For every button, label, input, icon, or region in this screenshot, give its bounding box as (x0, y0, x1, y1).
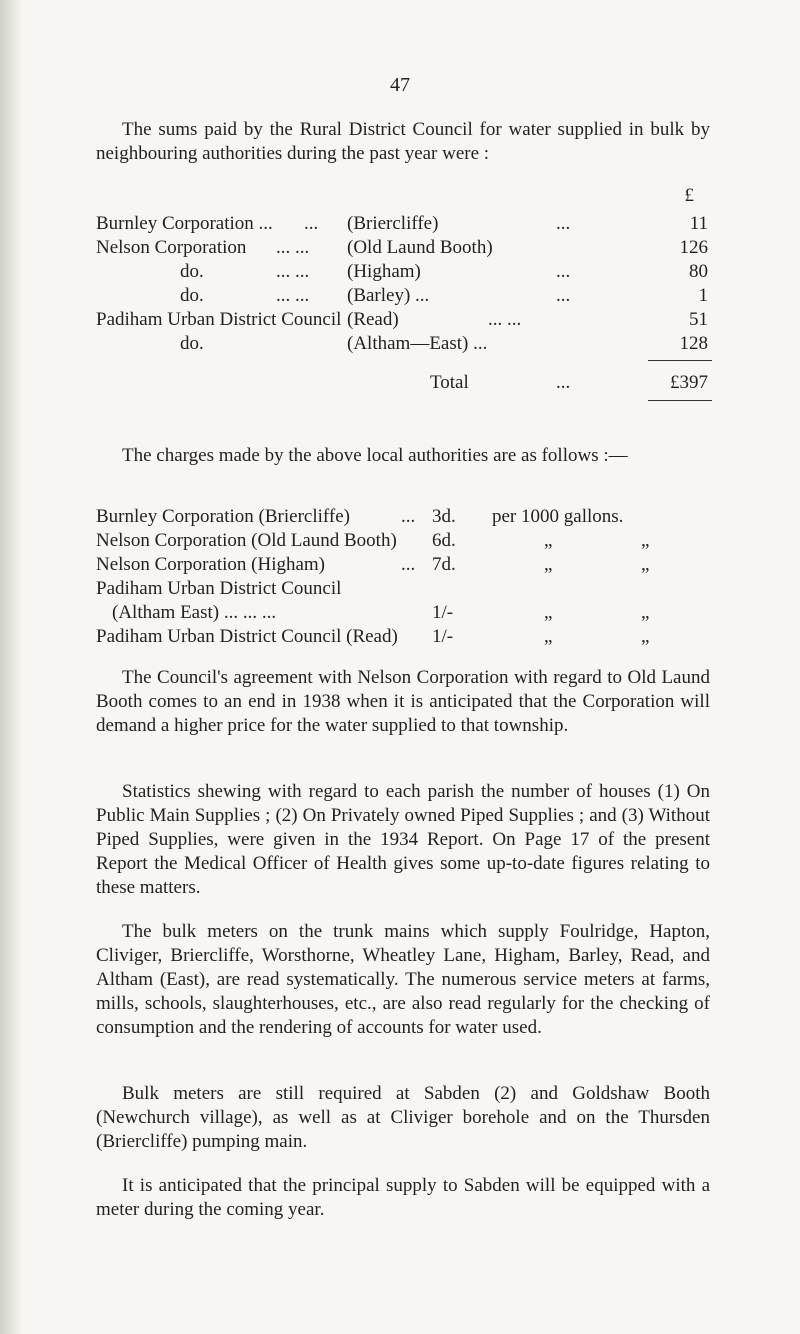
supply-place: (Barley) ... (347, 285, 430, 306)
supplier-name: Burnley Corporation ... (96, 213, 273, 234)
charge-rate: 1/- (432, 602, 454, 623)
meters-required-paragraph: Bulk meters are still required at Sabden (2) and Goldshaw Booth (Newchurch village), as well as at Cliviger borehole and on the Thursden (Briercliffe) pumping main. (96, 1083, 710, 1152)
leader-dots: ... ... (488, 309, 522, 330)
currency-header-row (96, 185, 716, 209)
agreement-paragraph: The Council's agreement with Nelson Corporation with regard to Old Laund Booth comes to an end in 1938 when it is anticipated that the Corporation will demand a higher price for the water supplied to that township. (96, 667, 710, 736)
leader-dots: ... (556, 285, 571, 306)
charge-authority: Nelson Corporation (Higham) (96, 554, 326, 575)
table-row (96, 237, 716, 261)
supply-place: (Read) (347, 309, 399, 330)
subtotal-rule (648, 360, 712, 361)
table-row (96, 261, 716, 285)
charge-authority: Burnley Corporation (Briercliffe) (96, 506, 350, 527)
ditto-mark: „ (544, 554, 553, 575)
total-amount: £397 (670, 372, 708, 393)
leader-dots: ... (401, 506, 416, 527)
amount: 51 (689, 309, 708, 330)
leader-dots: ... (401, 554, 416, 575)
table-row (96, 213, 716, 237)
table-row (96, 285, 716, 309)
leader-dots: ... (556, 372, 571, 393)
intro-paragraph: The sums paid by the Rural District Council for water supplied in bulk by neighbouring authorities during the past year were : (96, 119, 710, 164)
page-edge-shadow (0, 0, 22, 1334)
charge-rate: 6d. (432, 530, 456, 551)
charges-intro: The charges made by the above local authorities are as follows :— (122, 445, 628, 466)
table-row (96, 626, 716, 650)
sabden-meter-paragraph: It is anticipated that the principal supply to Sabden will be equipped with a meter during the coming year. (96, 1175, 710, 1220)
amount: 126 (679, 237, 708, 258)
supplier-name: do. (180, 333, 204, 354)
charge-authority: Padiham Urban District Council (96, 578, 342, 599)
supply-place: (Old Laund Booth) (347, 237, 493, 258)
table-row (96, 506, 716, 530)
amount: 80 (689, 261, 708, 282)
table-row (96, 578, 716, 602)
currency-header: £ (684, 185, 694, 206)
amount: 128 (679, 333, 708, 354)
page-number: 47 (390, 74, 410, 96)
charge-rate: 7d. (432, 554, 456, 575)
leader-dots: ... ... (276, 237, 310, 258)
supply-place: (Altham—East) ... (347, 333, 488, 354)
supply-place: (Briercliffe) (347, 213, 439, 234)
bulk-meters-paragraph: The bulk meters on the trunk mains which supply Foulridge, Hapton, Cliviger, Briercliffe, Worsthorne, Wheatley Lane, Higham, Barley, Read, and Altham (East), are read systematically. The numerous service meters at farms, mills, schools, slaughterhouses, etc., are also read regularly for the checking of consumption and the rendering of accounts for water used. (96, 921, 710, 1038)
amount: 1 (698, 285, 708, 306)
table-row (96, 554, 716, 578)
leader-dots: ... ... (276, 261, 310, 282)
ditto-mark: „ (544, 626, 553, 647)
ditto-mark: „ (641, 530, 650, 551)
supplier-name: do. (180, 261, 204, 282)
total-row (96, 372, 716, 396)
total-rule (648, 400, 712, 401)
table-row (96, 309, 716, 333)
charge-authority: Nelson Corporation (Old Laund Booth) (96, 530, 397, 551)
amount: 11 (689, 213, 708, 234)
supplier-name: do. (180, 285, 204, 306)
ditto-mark: „ (544, 602, 553, 623)
leader-dots: ... (304, 213, 319, 234)
ditto-mark: „ (641, 626, 650, 647)
charge-rate: 1/- (432, 626, 454, 647)
charge-unit: per 1000 gallons. (492, 506, 624, 527)
leader-dots: ... (556, 213, 571, 234)
statistics-paragraph: Statistics shewing with regard to each parish the number of houses (1) On Public Main Supplies ; (2) On Privately owned Piped Supplies ; and (3) Without Piped Supplies, were given in the 1934 Report. On Page 17 of the present Report the Medical Officer of Health gives some up-to-date figures relating to these matters. (96, 781, 710, 898)
charge-authority: Padiham Urban District Council (Read) (96, 626, 398, 647)
table-row (96, 602, 716, 626)
charge-authority: (Altham East) ... ... ... (112, 602, 277, 623)
table-row (96, 333, 716, 357)
supplier-name: Padiham Urban District Council (96, 309, 342, 330)
leader-dots: ... ... (276, 285, 310, 306)
table-row (96, 530, 716, 554)
ditto-mark: „ (641, 602, 650, 623)
leader-dots: ... (556, 261, 571, 282)
ditto-mark: „ (641, 554, 650, 575)
supplier-name: Nelson Corporation (96, 237, 247, 258)
charge-rate: 3d. (432, 506, 456, 527)
total-label: Total (430, 372, 469, 393)
ditto-mark: „ (544, 530, 553, 551)
supply-place: (Higham) (347, 261, 421, 282)
